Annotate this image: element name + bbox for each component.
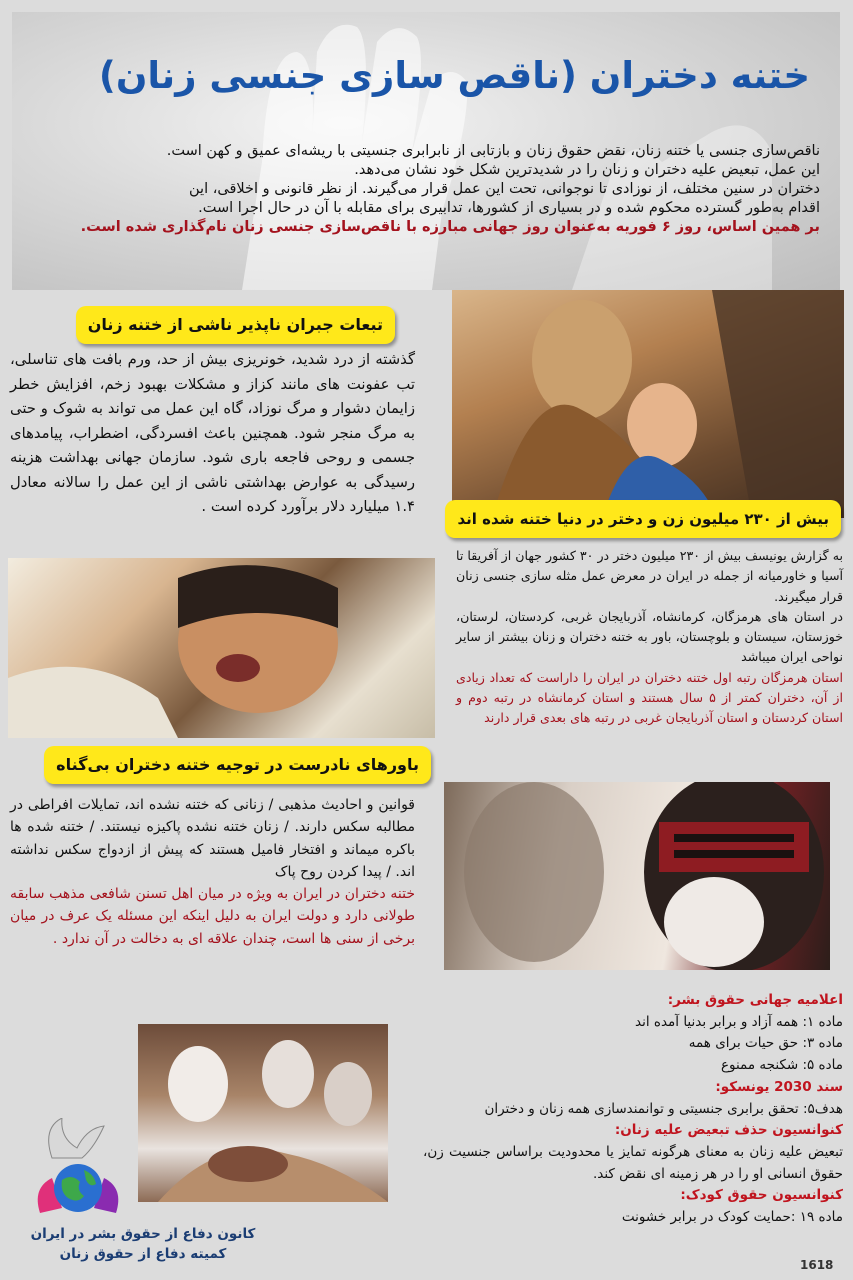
consequences-text — [10, 348, 415, 520]
statistics-heading: بیش از ۲۳۰ میلیون زن و دختر در دنیا ختنه شده اند — [445, 500, 841, 538]
crc-heading: کنوانسیون حقوق کودک: — [680, 1187, 843, 1204]
beliefs-paragraph-2: ختنه دختران در ایران به ویژه در میان اهل تسنن شافعی مذهب سابقه طولانی دارد و دولت ایران به دلیل اینکه این مسئله یک عرف در میان برخی از سنی ها است، چندان علاقه ای به دخالت در آن ندارد . — [10, 886, 415, 947]
beliefs-heading: باورهای نادرست در توجیه ختنه دختران بی‌گناه — [44, 746, 431, 784]
intro-emphasis: بر همین اساس، روز ۶ فوریه به‌عنوان روز جهانی مبارزه با ناقص‌سازی جنسی زنان نام‌گذاری شده است. — [80, 219, 820, 235]
beliefs-paragraph-1: قوانین و احادیث مذهبی / زنانی که ختنه نشده اند، تمایلات افراطی در مطالبه سکس دارند. / زنان ختنه نشده پاکیزه نیستند. / ختنه شده ها باکره میماند و افتخار فامیل هستند که پیش از ازدواج سکس نداشته اند. / پیدا کردن روح پاک — [10, 797, 415, 880]
beliefs-text — [10, 794, 415, 950]
header-banner — [12, 12, 840, 290]
organization-logo — [32, 1118, 124, 1218]
intro-line: اقدام به‌طور گسترده محکوم شده و در بسیاری از کشورها، تدابیری برای مقابله با آن در حال اجرا است. — [198, 200, 820, 216]
page-title: ختنه دختران (ناقص سازی جنسی زنان) — [98, 54, 810, 97]
consequences-paragraph: گذشته از درد شدید، خونریزی بیش از حد، ورم بافت های تناسلی، تب عفونت های مانند کزاز و مشکلات بهبود زخم، افزایش خطر زایمان دشوار و مرگ نوزاد، گاه این عمل می تواند به شوک و حتی به مرگ منجر شود. همچنین باعث افسردگی، اضطراب، پیامدهای جسمی و روحی فاجعه باری شود. سازمان جهانی بهداشت هزینه رسیدگی به عوارض بهداشتی ناشی از این عمل را سالانه معادل ۱.۴ میلیارد دلار برآورد کرده است . — [10, 351, 415, 515]
crc-item: ماده ۱۹ :حمایت کودک در برابر خشونت — [621, 1209, 843, 1226]
photo-crying-child — [8, 558, 435, 738]
statistics-paragraph-3: استان هرمزگان رتبه اول ختنه دختران در ایران را داراست که تعداد زیادی از آن، دختران کمتر از ۵ سال هستند و استان کرمانشاه در رتبه دوم و استان کردستان و استان آذربایجان غربی در رتبه های بعدی قرار دارند — [456, 669, 844, 726]
page-number: 1618 — [800, 1258, 834, 1272]
statistics-paragraph-2: در استان های هرمزگان، کرمانشاه، آذربایجان غربی، کردستان، لرستان، خوزستان، سیستان و بلوچستان، باور به ختنه دختران و زنان بیشتر از سایر نواحی ایران میباشد — [456, 608, 843, 665]
intro-text — [15, 142, 820, 237]
statistics-paragraph-1: به گزارش یونیسف بیش از ۲۳۰ میلیون دختر در ۳۰ کشور جهان از آفریقا تا آسیا و خاورمیانه از جمله در ایران در معرض عمل مثله سازی جنسی زنان قرار میگیرند. — [456, 548, 843, 604]
rights-section — [423, 990, 843, 1229]
udhr-item: ماده ۱: همه آزاد و برابر بدنیا آمده اند — [635, 1013, 843, 1030]
udhr-item: ماده ۳: حق حیات برای همه — [688, 1035, 843, 1052]
photo-masked-women — [444, 782, 830, 970]
statistics-text — [456, 546, 843, 729]
consequences-heading: تبعات جبران ناپذیر ناشی از ختنه زنان — [76, 306, 395, 344]
cedaw-text: تبعیض علیه زنان به معنای هرگونه تمایز یا محدودیت براساس جنسیت زن، حقوق انسانی او را در هر زمینه ای نقض کند. — [423, 1143, 843, 1182]
unesco-heading: سند 2030 یونسکو: — [715, 1078, 843, 1095]
unesco-item: هدف۵: تحقق برابری جنسیتی و توانمندسازی همه زنان و دختران — [484, 1100, 843, 1117]
organization-line-2: کمیته دفاع از حقوق زنان — [59, 1246, 227, 1262]
intro-line: ناقص‌سازی جنسی یا ختنه زنان، نقض حقوق زنان و بازتابی از نابرابری جنسیتی با ریشه‌ای عمیق و کهن است. — [166, 143, 820, 159]
udhr-heading: اعلامیه جهانی حقوق بشر: — [667, 992, 843, 1008]
intro-line: این عمل، تبعیض علیه دختران و زنان را در شدیدترین شکل خود نشان می‌دهد. — [354, 162, 820, 178]
intro-line: دختران در سنین مختلف، از نوزادی تا نوجوانی، تحت این عمل قرار می‌گیرند. از نظر قانونی و اخلاقی، این — [189, 181, 820, 197]
photo-group-procedure — [138, 1024, 388, 1202]
udhr-item: ماده ۵: شکنجه ممنوع — [720, 1057, 843, 1074]
cedaw-heading: کنوانسیون حذف تبعیض علیه زنان: — [614, 1122, 843, 1139]
photo-girl-with-woman — [452, 290, 844, 518]
organization-line-1: کانون دفاع از حقوق بشر در ایران — [30, 1226, 256, 1242]
organization-name — [8, 1224, 278, 1264]
